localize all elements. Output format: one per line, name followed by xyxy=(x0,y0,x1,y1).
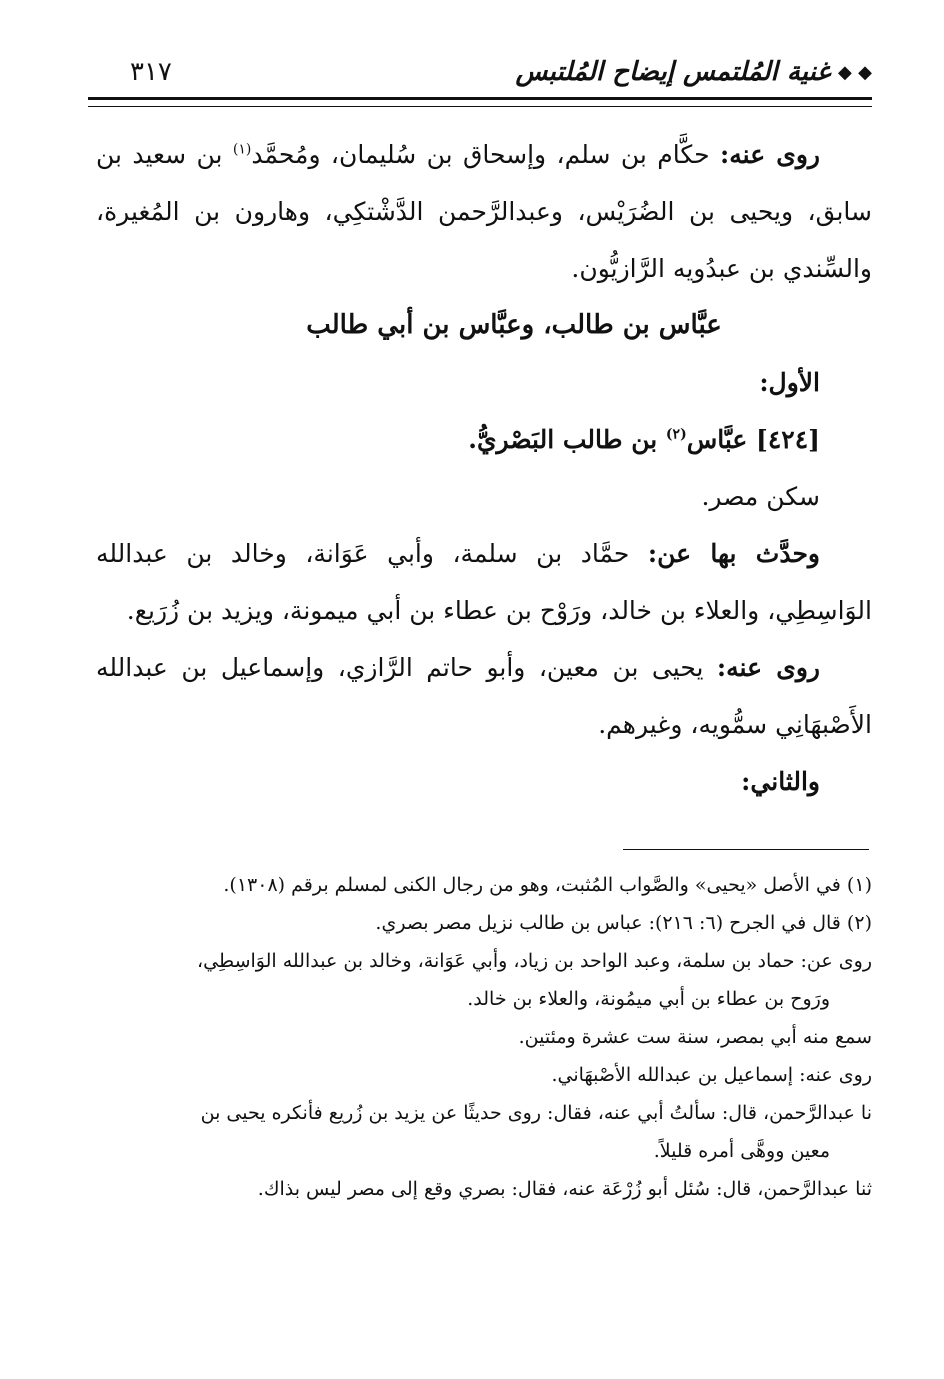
entry-heading xyxy=(96,411,872,468)
footnote-2-line: سمع منه أبي بمصر، سنة ست عشرة ومئتين. xyxy=(518,1026,872,1048)
paragraph-text: حمَّاد بن سلمة، وأبي عَوَانة، وخالد بن عبدالله الوَاسِطِي، والعلاء بن خالد، ورَوْح بن عطاء بن أبي ميمونة، ويزيد بن زُرَيع. xyxy=(96,539,872,625)
footnote-ref-1[interactable]: (١) xyxy=(232,141,252,158)
diamond-ornament-icon: ◆ ◆ xyxy=(838,61,872,83)
footnote-1: (١) في الأصل «يحيى» والصَّواب المُثبت، وهو من رجال الكنى لمسلم برقم (١٣٠٨). xyxy=(223,874,872,896)
paragraph-text: حكَّام بن سلم، وإسحاق بن سُليمان، ومُحمَّد xyxy=(251,140,721,169)
residence-line: سكن مصر. xyxy=(701,482,820,511)
book-title-text: غنية المُلتمس إيضاح المُلتبس xyxy=(515,57,831,87)
main-text xyxy=(96,126,872,810)
running-header xyxy=(90,52,872,92)
book-title xyxy=(516,57,872,87)
footnote-2-line: روى عنه: إسماعيل بن عبدالله الأصْبهَاني. xyxy=(551,1064,872,1086)
footnote-ref-2[interactable]: (٢) xyxy=(665,426,687,443)
label-second: والثاني: xyxy=(741,767,820,796)
label-narrated-from: وحدَّث بها عن: xyxy=(647,539,820,568)
entry-number: [٤٢٤] xyxy=(756,425,820,454)
footnote-2: (٢) قال في الجرح (٦: ٢١٦): عباس بن طالب نزيل مصر بصري. xyxy=(375,912,872,934)
label-first: الأول: xyxy=(759,368,820,397)
paragraph-text: يحيى بن معين، وأبو حاتم الرَّازي، وإسماعيل بن عبدالله الأَصْبهَانِي سمُّويه، وغيرهم. xyxy=(96,653,872,739)
footnote-2-line: ثنا عبدالرَّحمن، قال: سُئل أبو زُرْعَة عنه، فقال: بصري وقع إلى مصر ليس بذاك. xyxy=(257,1178,872,1200)
footnote-2-line: ورَوح بن عطاء بن أبي ميمُونة، والعلاء بن خالد. xyxy=(467,988,830,1010)
footnote-2-line: روى عن: حماد بن سلمة، وعبد الواحد بن زياد، وأبي عَوَانة، وخالد بن عبدالله الوَاسِطِي، xyxy=(197,950,872,972)
footnote-2-line: معين ووهَّى أمره قليلاً. xyxy=(653,1140,830,1162)
page-number: ٣١٧ xyxy=(130,57,172,87)
entry-name-rest: بن طالب البَصْريُّ. xyxy=(468,425,666,454)
paragraph-text: بن سعيد بن سابق، ويحيى بن الضُرَيْس، وعبدالرَّحمن الدَّشْتكِي، وهارون بن المُغيرة، والسِّندي بن عبدُويه الرَّازيُّون. xyxy=(96,140,872,283)
entry-name: عبَّاس xyxy=(686,425,757,454)
paragraph-narrators-2 xyxy=(96,639,872,753)
footnotes xyxy=(96,866,872,1208)
paragraph-narrators-1 xyxy=(96,126,872,297)
section-heading: عبَّاس بن طالب، وعبَّاس بن أبي طالب xyxy=(306,310,722,340)
label-narrated-from-him: روى عنه: xyxy=(720,140,821,169)
footnote-2-line: نا عبدالرَّحمن، قال: سألتُ أبي عنه، فقال: روى حديثًا عن يزيد بن زُريع فأنكره يحيى بن xyxy=(200,1102,872,1124)
paragraph-narrated-from xyxy=(96,525,872,639)
footnote-divider xyxy=(623,849,869,850)
header-divider xyxy=(88,97,872,107)
label-narrated-from-him: روى عنه: xyxy=(716,653,820,682)
